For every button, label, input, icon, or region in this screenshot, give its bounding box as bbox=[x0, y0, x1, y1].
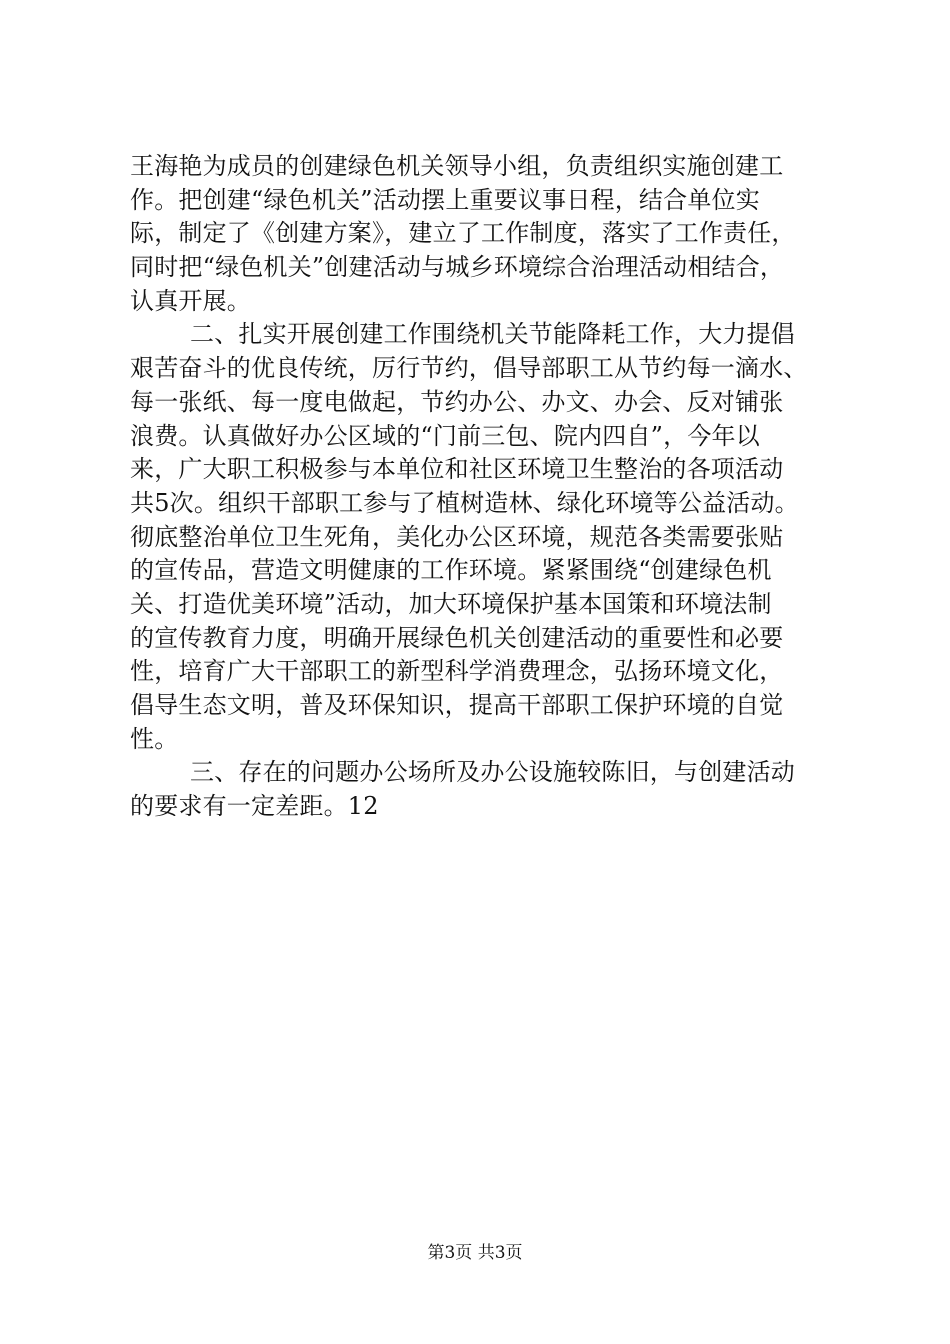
text-line: 同时把“绿色机关”创建活动与城乡环境综合治理活动相结合， bbox=[130, 253, 785, 282]
text-line: 的要求有一定差距。12 bbox=[130, 792, 379, 821]
paragraph-2 bbox=[130, 318, 830, 756]
text-line: 浪费。认真做好办公区域的“门前三包、院内四自”，今年以 bbox=[130, 421, 760, 450]
text-line: 的宣传教育力度，明确开展绿色机关创建活动的重要性和必要 bbox=[130, 623, 784, 652]
text-line: 每一张纸、每一度电做起，节约办公、办文、办会、反对铺张 bbox=[130, 387, 784, 416]
text-line: 际，制定了《创建方案》，建立了工作制度，落实了工作责任， bbox=[130, 219, 796, 248]
text-line: 认真开展。 bbox=[130, 286, 251, 315]
text-line: 性，培育广大干部职工的新型科学消费理念，弘扬环境文化， bbox=[130, 657, 784, 686]
text-line: 艰苦奋斗的优良传统，厉行节约，倡导部职工从节约每一滴水、 bbox=[130, 354, 808, 383]
text-line: 关、打造优美环境”活动，加大环境保护基本国策和环境法制 bbox=[130, 589, 772, 618]
text-line: 作。把创建“绿色机关”活动摆上重要议事日程，结合单位实 bbox=[130, 185, 760, 214]
text-line: 王海艳为成员的创建绿色机关领导小组，负责组织实施创建工 bbox=[130, 152, 784, 180]
text-line: 彻底整治单位卫生死角，美化办公区环境，规范各类需要张贴 bbox=[130, 522, 784, 551]
document-body bbox=[130, 150, 830, 824]
paragraph-3 bbox=[130, 756, 830, 823]
text-line: 三、存在的问题办公场所及办公设施较陈旧，与创建活动 bbox=[190, 758, 795, 787]
text-line: 的宣传品，营造文明健康的工作环境。紧紧围绕“创建绿色机 bbox=[130, 556, 772, 585]
paragraph-1 bbox=[130, 150, 830, 318]
text-line: 倡导生态文明，普及环保知识，提高干部职工保护环境的自觉 bbox=[130, 691, 784, 719]
page-number-footer: 第3页 共3页 bbox=[427, 1243, 523, 1263]
text-line: 性。 bbox=[130, 724, 179, 753]
text-line: 二、扎实开展创建工作围绕机关节能降耗工作，大力提倡 bbox=[190, 320, 795, 349]
text-line: 共5次。组织干部职工参与了植树造林、绿化环境等公益活动。 bbox=[130, 488, 799, 517]
text-line: 来，广大职工积极参与本单位和社区环境卫生整治的各项活动 bbox=[130, 455, 784, 484]
